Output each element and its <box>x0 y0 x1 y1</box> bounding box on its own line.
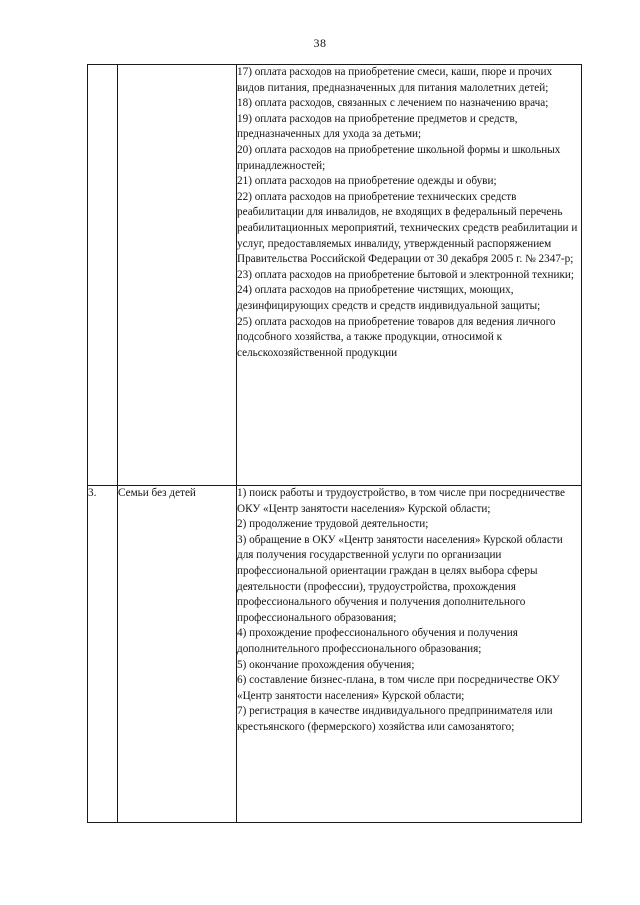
list-item: 21) оплата расходов на приобретение одежды и обуви; <box>237 175 497 188</box>
list-item: 5) окончание прохождения обучения; <box>237 658 415 671</box>
table-row <box>88 65 582 486</box>
list-item: 2) продолжение трудовой деятельности; <box>237 518 429 531</box>
list-item: 4) прохождение профессионального обучения и получения дополнительного профессионального образования; <box>237 627 518 655</box>
category-cell <box>118 65 237 486</box>
table-row <box>88 486 582 823</box>
list-item: 22) оплата расходов на приобретение технических средств реабилитации для инвалидов, не входящих в федеральный перечень реабилитационных мероприятий, технических средств реабилитации и услуг, предоставляемых инвалиду, утвержденный распоряжением Правительства Российской Федерации от 30 декабря 2005 г. № 2347-р; <box>237 190 578 266</box>
measures-table <box>87 64 582 823</box>
list-item: 6) составление бизнес-плана, в том числе при посредничестве ОКУ «Центр занятости населения» Курской области; <box>237 674 560 702</box>
list-item: 18) оплата расходов, связанных с лечением по назначению врача; <box>237 97 549 110</box>
measures-cell <box>237 65 582 486</box>
list-item: 7) регистрация в качестве индивидуального предпринимателя или крестьянского (фермерского) хозяйства или самозанятого; <box>237 705 553 733</box>
list-item: 24) оплата расходов на приобретение чистящих, моющих, дезинфицирующих средств и средств индивидуальной защиты; <box>237 284 541 312</box>
category-cell: Семьи без детей <box>118 486 237 823</box>
list-item: 1) поиск работы и трудоустройство, в том числе при посредничестве ОКУ «Центр занятости населения» Курской области; <box>237 487 565 515</box>
page-number: 38 <box>313 36 327 50</box>
list-item: 20) оплата расходов на приобретение школьной формы и школьных принадлежностей; <box>237 143 561 172</box>
list-item: 3) обращение в ОКУ «Центр занятости населения» Курской области для получения государственной услуги по организации профессиональной ориентации граждан в целях выбора сферы деятельности (профессии), трудоустройства, прохождения профессионального обучения и получения дополнительного профессионального образования; <box>237 533 563 624</box>
list-item: 17) оплата расходов на приобретение смеси, каши, пюре и прочих видов питания, предназначенных для питания малолетних детей; <box>237 66 553 94</box>
row-number-cell <box>88 65 118 486</box>
list-item: 19) оплата расходов на приобретение предметов и средств, предназначенных для ухода за детьми; <box>237 112 518 141</box>
list-item: 23) оплата расходов на приобретение бытовой и электронной техники; <box>237 268 574 281</box>
row-number-cell: 3. <box>88 486 118 823</box>
list-item: 25) оплата расходов на приобретение товаров для ведения личного подсобного хозяйства, а также продукции, относимой к сельскохозяйственной продукции <box>237 315 556 359</box>
measures-cell <box>237 486 582 823</box>
